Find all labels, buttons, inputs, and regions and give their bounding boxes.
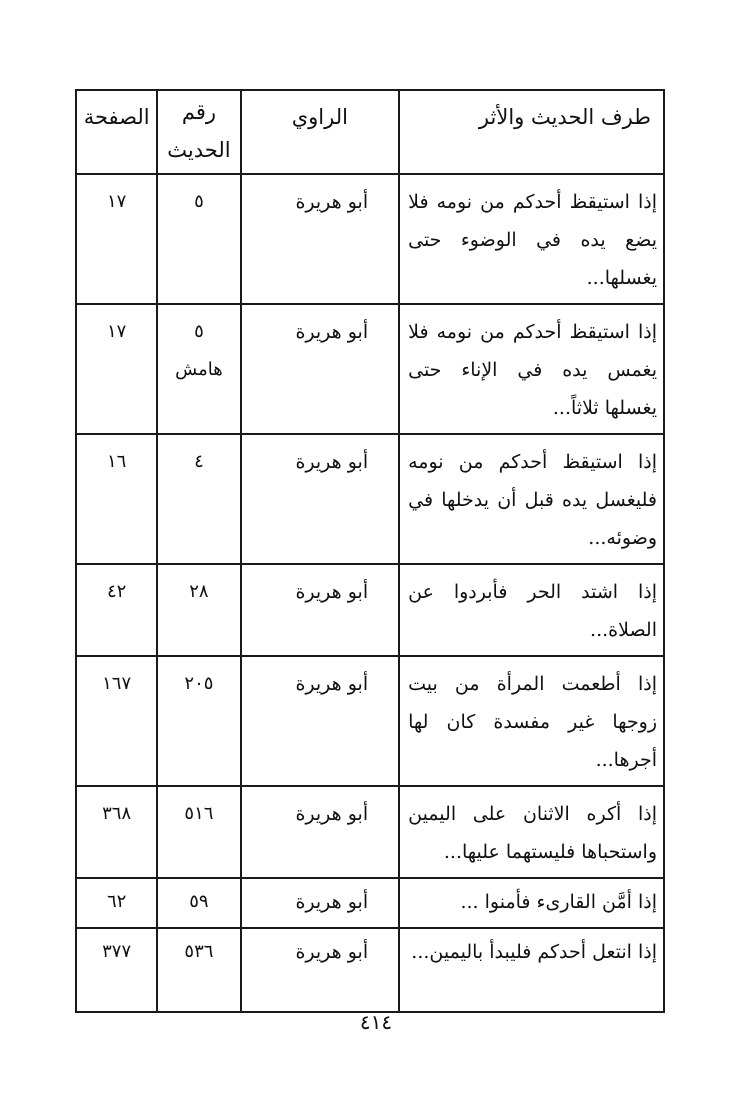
table-row <box>76 878 664 928</box>
hadith-number-cell <box>157 786 240 878</box>
header-hadith-label: طرف الحديث والأثر <box>478 105 651 129</box>
hadith-number-cell <box>157 878 240 928</box>
hadith-cell <box>399 174 664 304</box>
narrator-name: أبو هريرة <box>295 191 369 213</box>
hadith-index-table <box>75 89 665 1013</box>
header-number-label-line2: الحديث <box>167 138 231 162</box>
narrator-name: أبو هريرة <box>295 673 369 695</box>
hadith-cell <box>399 878 664 928</box>
hadith-text: إذا أطعمت المرأة من بيت زوجها غير مفسدة كان لها أجرها... <box>408 673 657 771</box>
table-row <box>76 928 664 1012</box>
narrator-cell <box>241 786 400 878</box>
page-number-cell <box>76 878 157 928</box>
narrator-cell <box>241 878 400 928</box>
page-number-cell <box>76 434 157 564</box>
hadith-cell <box>399 786 664 878</box>
hadith-text: إذا استيقظ أحدكم من نومه فلا يغمس يده في الإناء حتى يغسلها ثلاثاً... <box>408 321 657 419</box>
page-ref: ١٧ <box>106 321 127 342</box>
hadith-number-cell <box>157 656 240 786</box>
header-narrator-label: الراوي <box>291 105 348 129</box>
hadith-number-cell <box>157 564 240 656</box>
page-ref: ٣٧٧ <box>102 941 132 962</box>
hadith-number: ٥ <box>194 321 204 342</box>
narrator-name: أبو هريرة <box>295 451 369 473</box>
hadith-text: إذا أكره الاثنان على اليمين واستحباها فليستهما عليها... <box>408 803 657 863</box>
page-ref: ١٧ <box>106 191 127 212</box>
hadith-number: ٥ <box>194 191 204 212</box>
page-number-cell <box>76 786 157 878</box>
page-ref: ٣٦٨ <box>102 803 132 824</box>
page-ref: ٤٢ <box>106 581 127 602</box>
narrator-cell <box>241 656 400 786</box>
table-header-row <box>76 90 664 174</box>
header-number-label-line1: رقم <box>181 100 217 124</box>
hadith-number-cell <box>157 434 240 564</box>
hadith-text: إذا أمَّن القارىء فأمنوا ... <box>460 891 657 913</box>
table-row <box>76 304 664 434</box>
page-number-cell <box>76 656 157 786</box>
hadith-number: ٥٩ <box>189 891 209 912</box>
footnote-marker: هامش <box>175 359 223 380</box>
hadith-number-cell <box>157 304 240 434</box>
page-ref: ١٦ <box>106 451 127 472</box>
header-page <box>76 90 157 174</box>
table-row <box>76 434 664 564</box>
header-page-label: الصفحة <box>83 105 150 129</box>
header-hadith <box>399 90 664 174</box>
page-number-cell <box>76 564 157 656</box>
narrator-cell <box>241 174 400 304</box>
narrator-cell <box>241 304 400 434</box>
page-number-cell <box>76 304 157 434</box>
hadith-number: ٥٣٦ <box>184 941 214 962</box>
hadith-cell <box>399 434 664 564</box>
hadith-number-cell <box>157 928 240 1012</box>
hadith-number: ٢٠٥ <box>184 673 214 694</box>
narrator-name: أبو هريرة <box>295 941 369 963</box>
table-row <box>76 564 664 656</box>
narrator-name: أبو هريرة <box>295 321 369 343</box>
page-ref: ١٦٧ <box>102 673 132 694</box>
table-row <box>76 656 664 786</box>
narrator-cell <box>241 434 400 564</box>
hadith-cell <box>399 564 664 656</box>
hadith-text: إذا استيقظ أحدكم من نومه فليغسل يده قبل أن يدخلها في وضوئه... <box>408 451 657 549</box>
page-ref: ٦٢ <box>106 891 127 912</box>
hadith-number-cell <box>157 174 240 304</box>
narrator-name: أبو هريرة <box>295 891 369 913</box>
header-number <box>157 90 240 174</box>
hadith-text: إذا استيقظ أحدكم من نومه فلا يضع يده في الوضوء حتى يغسلها... <box>408 191 657 289</box>
table-row <box>76 174 664 304</box>
hadith-cell <box>399 656 664 786</box>
hadith-cell <box>399 928 664 1012</box>
hadith-text: إذا انتعل أحدكم فليبدأ باليمين... <box>411 941 657 963</box>
header-narrator <box>241 90 400 174</box>
narrator-cell <box>241 928 400 1012</box>
hadith-number: ٥١٦ <box>184 803 214 824</box>
hadith-cell <box>399 304 664 434</box>
hadith-number: ٤ <box>194 451 204 472</box>
table-row <box>76 786 664 878</box>
page-footer-number: ٤١٤ <box>359 1010 393 1034</box>
hadith-number: ٢٨ <box>189 581 209 602</box>
narrator-cell <box>241 564 400 656</box>
page-number-cell <box>76 174 157 304</box>
narrator-name: أبو هريرة <box>295 581 369 603</box>
narrator-name: أبو هريرة <box>295 803 369 825</box>
page-number-cell <box>76 928 157 1012</box>
hadith-text: إذا اشتد الحر فأبردوا عن الصلاة... <box>408 581 657 641</box>
